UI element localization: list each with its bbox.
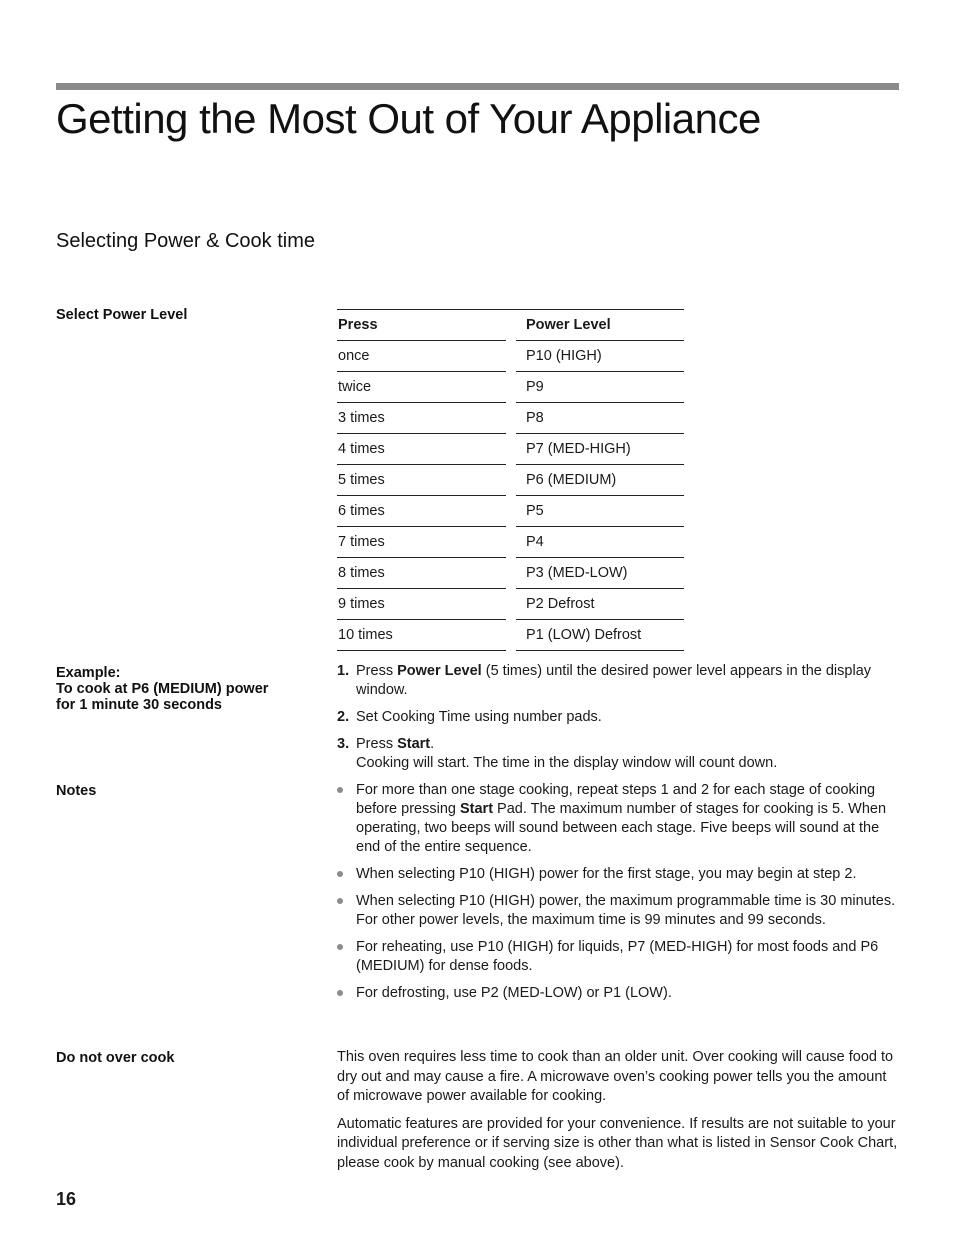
table-header-row [337,310,684,341]
power-level-cell: P2 Defrost [516,589,684,620]
press-cell: 8 times [337,558,506,589]
press-cell: twice [337,372,506,403]
table-row [337,403,684,434]
press-cell: 5 times [337,465,506,496]
select-power-label: Select Power Level [56,307,188,323]
table-row [337,527,684,558]
step-number: 2. [337,709,350,725]
note-item [337,892,899,930]
example-label-line2: To cook at P6 (MEDIUM) power [56,681,269,697]
note-text: When selecting P10 (HIGH) power for the first stage, you may begin at step 2. [356,866,857,882]
page-title: Getting the Most Out of Your Appliance [56,95,761,142]
table-row [337,372,684,403]
over-cook-text [337,1048,899,1181]
table-row [337,620,684,651]
table-row [337,434,684,465]
note-text: Pad. The maximum number of stages for cooking is 5. When operating, two beeps will sound between each stage. Five beeps will sound at the end of the entire sequence. [356,801,887,855]
bullet-icon [337,898,343,904]
press-cell: 3 times [337,403,506,434]
step-number: 1. [337,663,350,679]
power-level-cell: P9 [516,372,684,403]
step-text: Set Cooking Time using number pads. [356,709,602,725]
step-text: Press [356,736,398,752]
power-level-cell: P5 [516,496,684,527]
bullet-icon [337,787,343,793]
step-item [337,662,899,700]
power-level-cell: P1 (LOW) Defrost [516,620,684,651]
note-text: For defrosting, use P2 (MED-LOW) or P1 (LOW). [356,985,672,1001]
page-number: 16 [56,1189,77,1209]
top-rule [56,83,899,90]
note-text: When selecting P10 (HIGH) power, the maximum programmable time is 30 minutes. For other power levels, the maximum time is 99 minutes and 99 seconds. [356,893,896,928]
step-text: . [430,736,435,752]
note-key-name: Start [459,801,494,817]
table-row [337,589,684,620]
paragraph: Automatic features are provided for your convenience. If results are not suitable to your individual preference or if serving size is other than what is listed in Sensor Cook Chart, please cook by manual cooking (see above). [337,1115,898,1171]
press-cell: 6 times [337,496,506,527]
section-heading: Selecting Power & Cook time [56,230,316,252]
table-row [337,496,684,527]
press-cell: 7 times [337,527,506,558]
power-level-cell: P10 (HIGH) [516,341,684,372]
example-label-line1: Example: [56,665,121,681]
note-text: For more than one stage cooking, repeat steps 1 and 2 for each stage of cooking before pressing [356,782,876,817]
bullet-icon [337,871,343,877]
example-label-line3: for 1 minute 30 seconds [56,697,222,713]
note-item [337,865,899,884]
bullet-icon [337,944,343,950]
step-key-name: Start [397,736,431,752]
paragraph: This oven requires less time to cook than an older unit. Over cooking will cause food to dry out and may cause a fire. A microwave oven’s cooking power tells you the amount of microwave power available for cooking. [337,1049,894,1104]
note-text: For reheating, use P10 (HIGH) for liquids, P7 (MED-HIGH) for most foods and P6 (MEDIUM) for dense foods. [356,939,879,974]
table-row [337,341,684,372]
press-cell: 10 times [337,620,506,651]
do-not-over-cook-label: Do not over cook [56,1050,175,1066]
press-cell: once [337,341,506,372]
press-cell: 4 times [337,434,506,465]
note-item [337,984,899,1003]
example-steps [337,662,899,781]
note-item [337,938,899,976]
power-level-cell: P7 (MED-HIGH) [516,434,684,465]
step-number: 3. [337,736,350,752]
step-text: (5 times) until the desired power level appears in the display window. [356,663,872,698]
step-item [337,708,899,727]
power-level-cell: P8 [516,403,684,434]
bullet-icon [337,990,343,996]
power-level-cell: P6 (MEDIUM) [516,465,684,496]
step-key-name: Power Level [397,663,482,679]
press-cell: 9 times [337,589,506,620]
table-row [337,465,684,496]
notes-list [337,781,899,1011]
power-level-cell: P3 (MED-LOW) [516,558,684,589]
example-label [56,665,268,713]
note-item [337,781,899,857]
step-item [337,735,899,773]
step-text: Press [356,663,398,679]
step-text: Cooking will start. The time in the display window will count down. [356,755,778,771]
power-level-cell: P4 [516,527,684,558]
power-level-table [337,309,684,651]
notes-label: Notes [56,783,97,799]
column-header-power-level: Power Level [516,310,684,341]
table-row [337,558,684,589]
column-header-press: Press [337,310,506,341]
